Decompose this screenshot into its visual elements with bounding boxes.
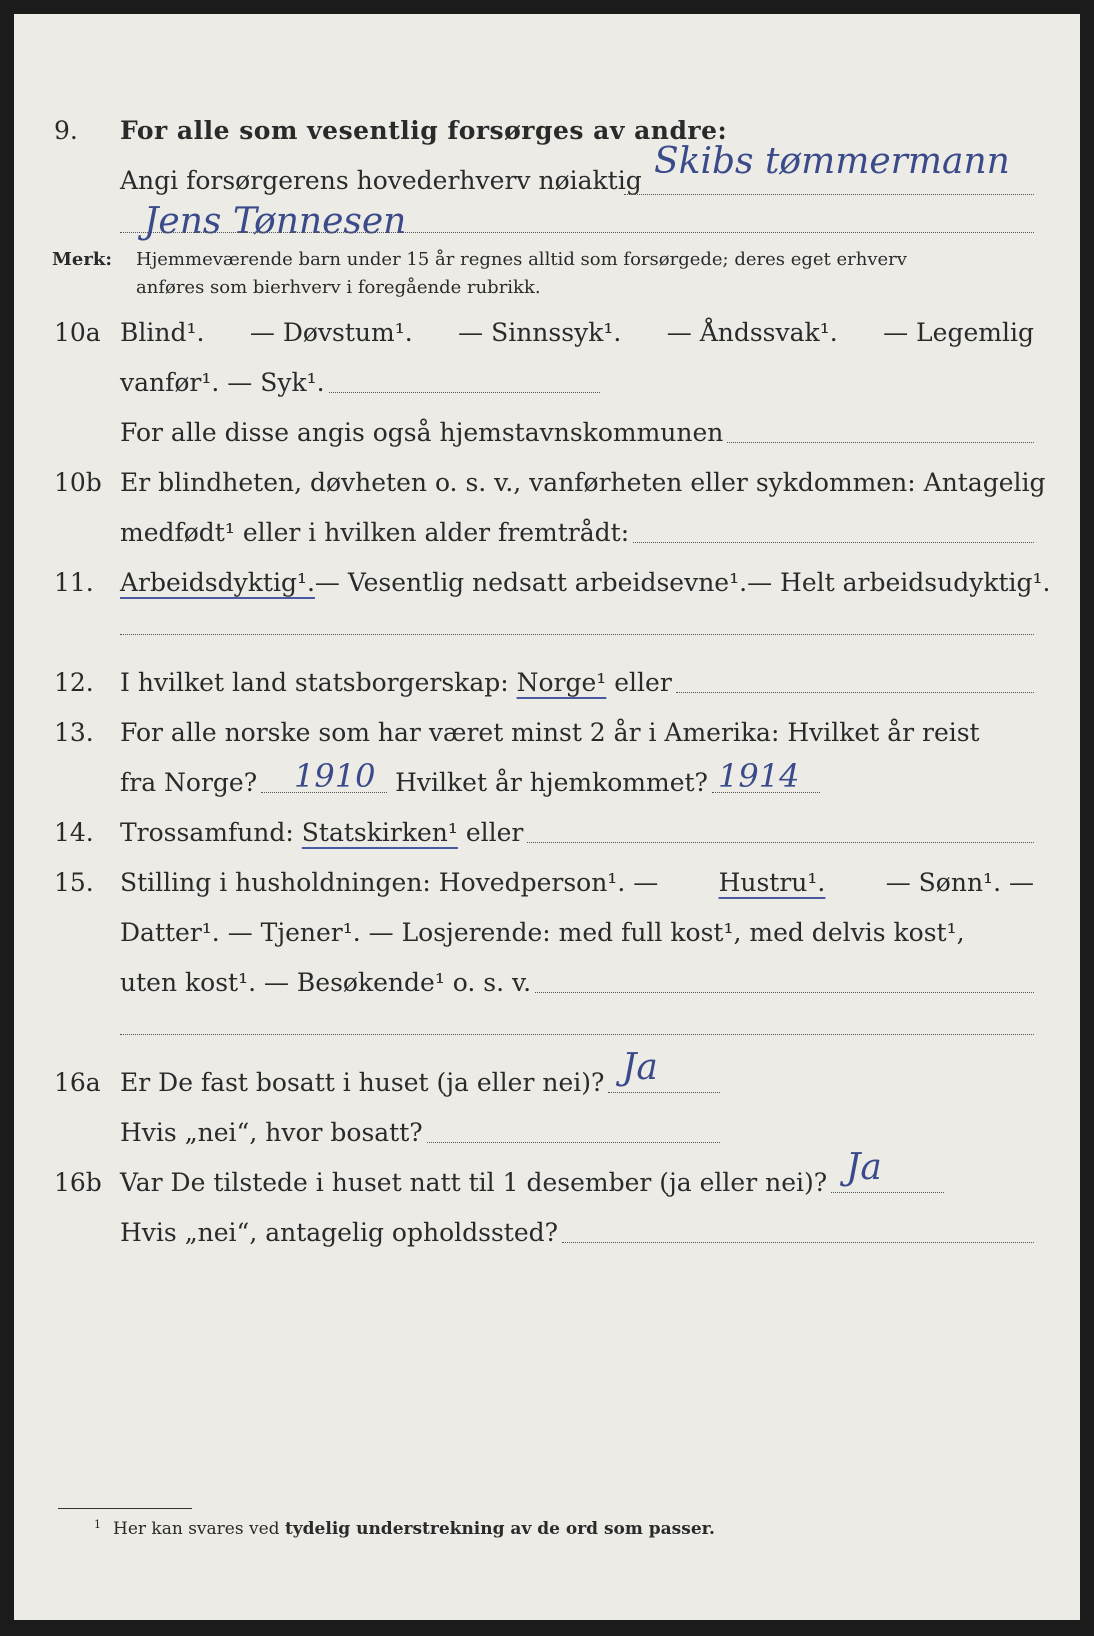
q10a-hjemstavn-fill <box>727 442 1034 443</box>
q16b-opholdssted: Hvis „nei“, antagelig opholdssted? <box>120 1218 559 1247</box>
q10a-syk-fill <box>329 392 600 393</box>
q16b-handwritten-answer: Ja <box>846 1147 882 1188</box>
q10a-hjemstavn: For alle disse angis også hjemstavnskommunen <box>120 418 724 447</box>
q15-hustru: Hustru¹. <box>718 868 826 897</box>
q9-number: 9. <box>54 116 78 145</box>
merk-line2: anføres som bierhverv i foregående rubrikk. <box>136 277 541 298</box>
q14-prompt: Trossamfund: <box>120 818 302 847</box>
q13-line1: For alle norske som har været minst 2 år i Amerika: Hvilket år reist <box>120 718 980 747</box>
q9-name-line <box>120 232 1034 233</box>
q10a-blind: Blind¹. <box>120 318 205 347</box>
q15-line3 <box>120 966 1034 1000</box>
q10a-sinnssyk: — Sinnssyk¹. <box>458 318 622 347</box>
q12-eller: eller <box>606 668 672 697</box>
q10a-line3 <box>120 416 1034 450</box>
q10a-number: 10a <box>54 318 101 347</box>
q14-fill <box>527 842 1034 843</box>
q15-fill <box>535 992 1034 993</box>
q16a-prompt: Er De fast bosatt i huset (ja eller nei)? <box>120 1068 605 1097</box>
q11-udyktig: — Helt arbeidsudyktig¹. <box>747 568 1051 597</box>
footnote <box>94 1519 715 1539</box>
q12-line1 <box>120 666 1034 700</box>
q11-nedsatt: — Vesentlig nedsatt arbeidsevne¹. <box>314 568 748 597</box>
q13-handwritten-year-returned: 1914 <box>718 757 800 795</box>
q9-title: For alle som vesentlig forsørges av andre: <box>120 116 728 145</box>
q10a-line2 <box>120 366 600 400</box>
footnote-text-a: Her kan svares ved <box>113 1519 285 1539</box>
q13-line2 <box>120 766 820 800</box>
q16a-line2 <box>120 1116 720 1150</box>
q12-prompt: I hvilket land statsborgerskap: <box>120 668 517 697</box>
q10a-andssvak: — Åndssvak¹. <box>666 318 838 347</box>
q15-line1 <box>120 866 1034 900</box>
q10b-fill <box>633 542 1034 543</box>
q12-number: 12. <box>54 668 94 697</box>
footnote-rule <box>58 1508 192 1509</box>
q13-hjemkommet: Hvilket år hjemkommet? <box>387 768 708 797</box>
q9-handwritten-name: Jens Tønnesen <box>144 201 407 242</box>
q9-line2 <box>120 164 642 198</box>
q15-besokende: uten kost¹. — Besøkende¹ o. s. v. <box>120 968 532 997</box>
q14-number: 14. <box>54 818 94 847</box>
q11-arbeidsdyktig: Arbeidsdyktig¹. <box>120 568 315 597</box>
q16a-hvor-fill <box>427 1142 720 1143</box>
q16a-fill <box>608 1092 720 1093</box>
q14-eller: eller <box>457 818 524 847</box>
q14-statskirken: Statskirken¹ <box>301 818 458 847</box>
q11-line1 <box>120 566 1051 600</box>
q15-answer-line <box>120 1034 1034 1035</box>
q12-fill <box>676 692 1034 693</box>
q15-line2: Datter¹. — Tjener¹. — Losjerende: med full kost¹, med delvis kost¹, <box>120 918 965 947</box>
q10a-dovstum: — Døvstum¹. <box>249 318 413 347</box>
q10a-line1 <box>120 316 1034 350</box>
merk-label: Merk: <box>52 249 112 270</box>
footnote-marker: 1 <box>94 1518 101 1531</box>
q16b-prompt: Var De tilstede i huset natt til 1 desember (ja eller nei)? <box>120 1168 828 1197</box>
census-form-page <box>14 14 1080 1620</box>
q16b-line2 <box>120 1216 1034 1250</box>
q9-prompt: Angi forsørgerens hovederhverv nøiaktig <box>120 166 642 195</box>
q16b-fill <box>831 1192 944 1193</box>
q12-norge: Norge¹ <box>516 668 607 697</box>
q16a-number: 16a <box>54 1068 101 1097</box>
q9-handwritten-occupation: Skibs tømmermann <box>654 141 1010 182</box>
q10a-legemlig: — Legemlig <box>883 318 1034 347</box>
q16a-handwritten-answer: Ja <box>622 1047 658 1088</box>
q14-line1 <box>120 816 1034 850</box>
q9-answer-line <box>624 194 1034 195</box>
q16b-line1 <box>120 1166 944 1200</box>
q15-hovedperson: Stilling i husholdningen: Hovedperson¹. — <box>120 868 659 897</box>
q10b-line2 <box>120 516 1034 550</box>
q10b-line1: Er blindheten, døvheten o. s. v., vanførheten eller sykdommen: Antagelig <box>120 468 1046 497</box>
merk-line1: Hjemmeværende barn under 15 år regnes alltid som forsørgede; deres eget erhverv <box>136 249 907 270</box>
q10a-vanfor-syk: vanfør¹. — Syk¹. <box>120 368 325 397</box>
q13-number: 13. <box>54 718 94 747</box>
q15-sonn: — Sønn¹. — <box>885 868 1034 897</box>
q10b-medfodt: medfødt¹ eller i hvilken alder fremtrådt: <box>120 518 630 547</box>
q16b-opholdssted-fill <box>562 1242 1034 1243</box>
q16a-hvor-bosatt: Hvis „nei“, hvor bosatt? <box>120 1118 423 1147</box>
footnote-text-b: tydelig understrekning av de ord som passer. <box>284 1519 715 1539</box>
q11-answer-line <box>120 634 1034 635</box>
q11-number: 11. <box>54 568 94 597</box>
q13-handwritten-year-left: 1910 <box>294 757 376 795</box>
q10b-number: 10b <box>54 468 102 497</box>
q13-fra-norge: fra Norge? <box>120 768 258 797</box>
q16b-number: 16b <box>54 1168 102 1197</box>
q15-number: 15. <box>54 868 94 897</box>
